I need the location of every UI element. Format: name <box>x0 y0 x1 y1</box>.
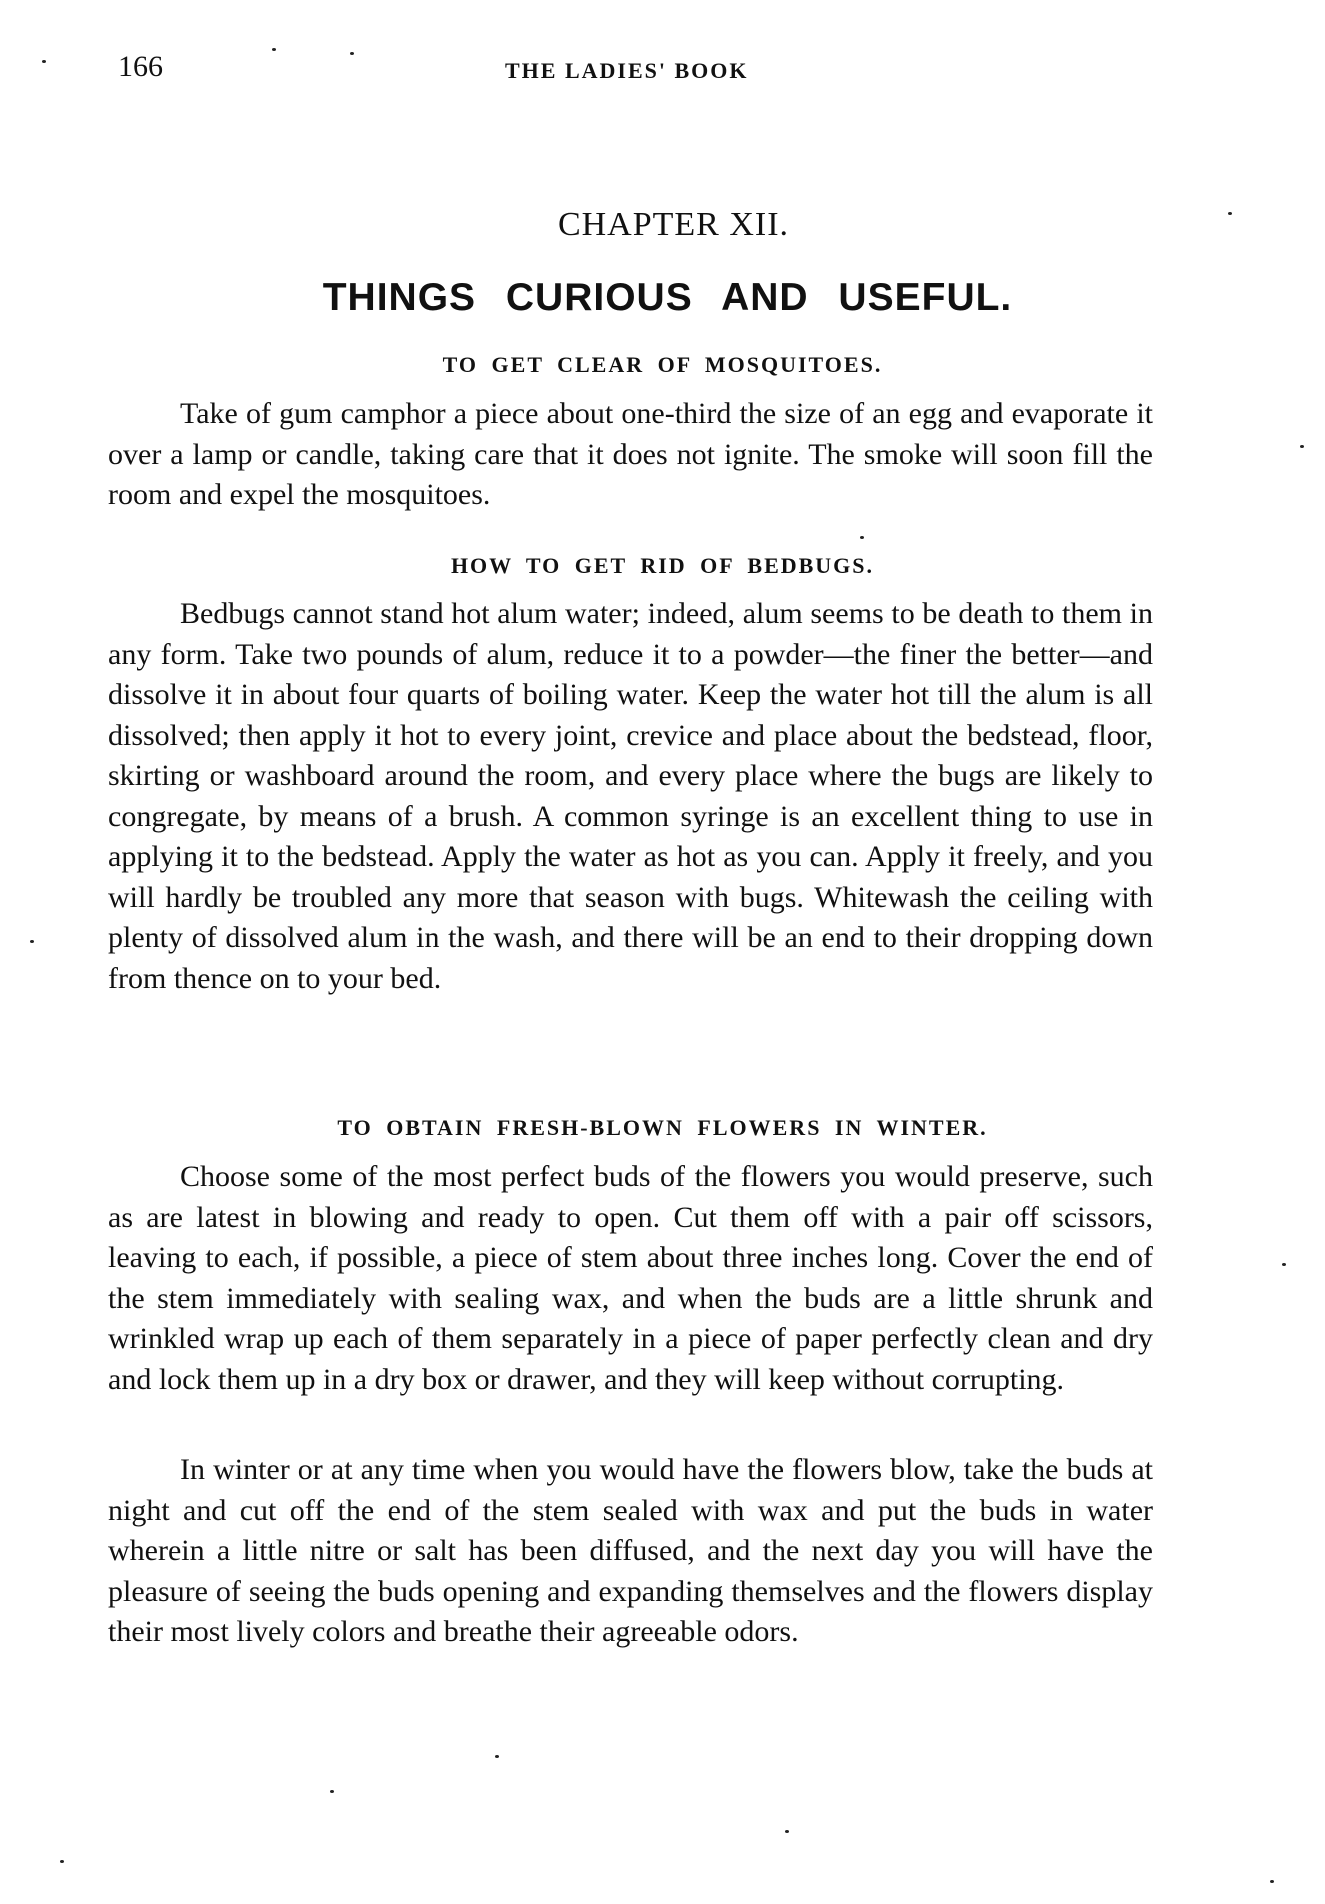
scan-speck <box>1282 1263 1286 1266</box>
scan-speck <box>1300 445 1304 448</box>
paragraph-flowers-2: In winter or at any time when you would have the flowers blow, take the buds at night and cut off the end of the stem sealed with wax and put the buds in water wherein a little nitre or salt has been diffused, and the next day you will have the pleasure of seeing the buds opening and expanding themselves and the flowers display their most lively colors and breathe their agreeable odors. <box>108 1453 1153 1648</box>
running-title: THE LADIES' BOOK <box>505 58 749 83</box>
paragraph-flowers-1: Choose some of the most perfect buds of the flowers you would preserve, such as are latest in blowing and ready to open. Cut them off with a pair off scissors, leaving to each, if possible, a piece of stem about three inches long. Cover the end of the stem immediately with sealing wax, and when the buds are a little shrunk and wrinkled wrap up each of them separately in a piece of paper perfectly clean and dry and lock them up in a dry box or drawer, and they will keep without corrupting. <box>108 1160 1153 1396</box>
chapter-label: CHAPTER XII. <box>557 206 790 243</box>
scan-speck <box>272 48 276 51</box>
scan-speck <box>350 52 354 55</box>
scan-speck <box>860 536 864 539</box>
scan-speck <box>42 60 46 63</box>
chapter-title: THINGS CURIOUS AND USEFUL. <box>322 276 1013 319</box>
scan-speck <box>495 1755 499 1758</box>
scan-speck <box>785 1830 789 1833</box>
section-heading-mosquitoes: TO GET CLEAR OF MOSQUITOES. <box>442 352 883 377</box>
paragraph-bedbugs: Bedbugs cannot stand hot alum water; indeed, alum seems to be death to them in any form. Take two pounds of alum, reduce it to a powder—the finer the better—and dissolve it in about four quarts of boiling water. Keep the water hot till the alum is all dissolved; then apply it hot to every joint, crevice and place about the bedstead, floor, skirting or washboard around the room, and every place where the bugs are likely to congregate, by means of a brush. A common syringe is an excellent thing to use in applying it to the bedstead. Apply the water as hot as you can. Apply it freely, and you will hardly be troubled any more that season with bugs. Whitewash the ceiling with plenty of dissolved alum in the wash, and there will be an end to their dropping down from thence on to your bed. <box>108 597 1153 995</box>
page-number: 166 <box>118 50 163 83</box>
scan-speck <box>60 1860 64 1863</box>
scan-speck <box>330 1790 334 1793</box>
running-head <box>100 50 1180 90</box>
scan-speck <box>30 940 34 943</box>
scan-speck <box>1228 212 1232 215</box>
section-heading-bedbugs: HOW TO GET RID OF BEDBUGS. <box>450 553 875 578</box>
scan-speck <box>1270 1880 1274 1883</box>
section-heading-flowers: TO OBTAIN FRESH-BLOWN FLOWERS IN WINTER. <box>337 1115 988 1140</box>
paragraph-mosquitoes: Take of gum camphor a piece about one-third the size of an egg and evaporate it over a lamp or candle, taking care that it does not ignite. The smoke will soon fill the room and expel the mosquitoes. <box>108 397 1153 511</box>
